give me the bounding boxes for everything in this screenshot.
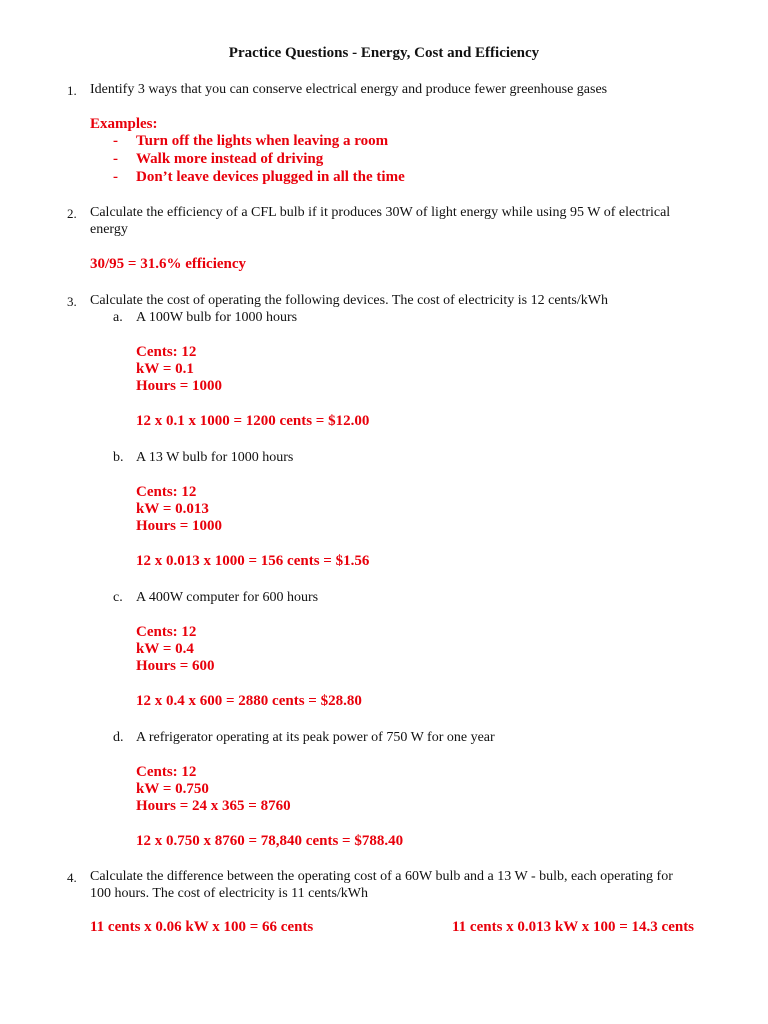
subquestion-letter: a. (113, 310, 123, 325)
examples-label: Examples: (90, 116, 158, 132)
question-number: 2. (67, 206, 77, 221)
answer-kw: kW = 0.750 (136, 781, 209, 797)
subquestion-text: A refrigerator operating at its peak power of 750 W for one year (136, 730, 495, 745)
list-bullet: - (113, 133, 118, 149)
subquestion-letter: b. (113, 450, 124, 465)
answer-calculation: 12 x 0.013 x 1000 = 156 cents = $1.56 (136, 553, 370, 569)
answer-calculation: 12 x 0.750 x 8760 = 78,840 cents = $788.40 (136, 833, 404, 849)
answer-hours: Hours = 24 x 365 = 8760 (136, 798, 291, 814)
answer-cents: Cents: 12 (136, 764, 197, 780)
subquestion-text: A 100W bulb for 1000 hours (136, 310, 298, 325)
list-bullet: - (113, 151, 118, 167)
question-text: Identify 3 ways that you can conserve electrical energy and produce fewer greenhouse gases (90, 82, 608, 97)
answer-cents: Cents: 12 (136, 344, 197, 360)
question-text-continued: 100 hours. The cost of electricity is 11 cents/kWh (90, 886, 368, 901)
list-item: Turn off the lights when leaving a room (136, 133, 389, 149)
question-text: Calculate the efficiency of a CFL bulb if it produces 30W of light energy while using 95 W of electrical (90, 205, 671, 220)
list-bullet: - (113, 169, 118, 185)
question-text: Calculate the difference between the operating cost of a 60W bulb and a 13 W - bulb, each operating for (90, 869, 673, 884)
subquestion-letter: d. (113, 730, 124, 745)
answer-kw: kW = 0.013 (136, 501, 209, 517)
list-item: Walk more instead of driving (136, 151, 324, 167)
subquestion-text: A 13 W bulb for 1000 hours (136, 450, 294, 465)
question-text-continued: energy (90, 222, 128, 237)
answer-hours: Hours = 600 (136, 658, 215, 674)
answer-hours: Hours = 1000 (136, 378, 223, 394)
answer-hours: Hours = 1000 (136, 518, 223, 534)
page-title: Practice Questions - Energy, Cost and Efficiency (228, 45, 540, 61)
question-number: 4. (67, 870, 77, 885)
answer-kw: kW = 0.4 (136, 641, 194, 657)
subquestion-letter: c. (113, 590, 123, 605)
answer-right: 11 cents x 0.013 kW x 100 = 14.3 cents (452, 919, 695, 935)
answer-calculation: 12 x 0.1 x 1000 = 1200 cents = $12.00 (136, 413, 370, 429)
question-number: 3. (67, 294, 77, 309)
answer-cents: Cents: 12 (136, 624, 197, 640)
subquestion-text: A 400W computer for 600 hours (136, 590, 319, 605)
answer-cents: Cents: 12 (136, 484, 197, 500)
answer-calculation: 12 x 0.4 x 600 = 2880 cents = $28.80 (136, 693, 362, 709)
question-number: 1. (67, 83, 77, 98)
list-item: Don’t leave devices plugged in all the time (136, 169, 405, 185)
answer: 30/95 = 31.6% efficiency (90, 256, 247, 272)
answer-kw: kW = 0.1 (136, 361, 194, 377)
answer-left: 11 cents x 0.06 kW x 100 = 66 cents (90, 919, 314, 935)
question-text: Calculate the cost of operating the following devices. The cost of electricity is 12 cents/kWh (90, 293, 608, 308)
